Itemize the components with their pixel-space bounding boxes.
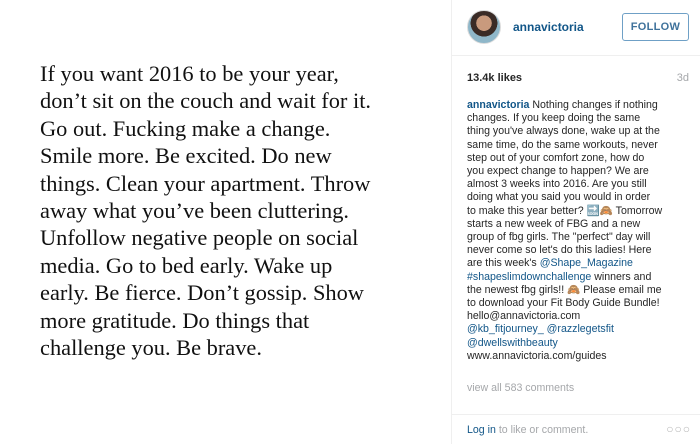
quote-line: Unfollow negative people on social	[40, 225, 359, 251]
quote-line: If you want 2016 to be your year,	[40, 61, 339, 86]
caption-line: group of fbg girls. The "perfect" day will	[467, 231, 651, 244]
mention-link-razzlegetsfit[interactable]: @razzlegetsfit	[546, 323, 614, 336]
mention-link-shape-magazine[interactable]: @Shape_Magazine	[539, 257, 633, 270]
quote-line: early. Be fierce. Don’t gossip. Show	[40, 280, 364, 306]
quote-line: challenge you. Be brave.	[40, 335, 262, 361]
caption-line: to download your Fit Body Guide Bundle!	[467, 297, 660, 310]
quote-text	[40, 60, 445, 361]
more-options-icon[interactable]: ○○○	[666, 422, 691, 436]
likes-count[interactable]: 13.4k likes	[467, 72, 523, 84]
caption-line	[467, 271, 695, 284]
caption-username-link[interactable]: annavictoria	[467, 99, 530, 111]
post-header	[452, 0, 700, 56]
caption-line	[467, 337, 695, 350]
mention-link-kb-fitjourney[interactable]: @kb_fitjourney_	[467, 323, 544, 336]
caption-email: hello@annavictoria.com	[467, 310, 581, 323]
caption-line: almost 3 weeks into 2016. Are you still	[467, 178, 647, 191]
quote-line: more gratitude. Do things that	[40, 307, 310, 333]
mention-link-dwellswithbeauty[interactable]: @dwellswithbeauty	[467, 336, 558, 349]
hashtag-link[interactable]: #shapeslimdownchallenge	[467, 270, 592, 283]
post-age[interactable]: 3d	[676, 72, 689, 84]
caption-line: you expect change to happen? We are	[467, 165, 649, 178]
quote-line: Go out. Fucking make a change.	[40, 115, 331, 141]
caption-line: never come so let's do this ladies! Here	[467, 244, 652, 257]
caption-line: thing you've always done, wake up at the	[467, 125, 660, 138]
caption-text: are this week's	[467, 257, 540, 270]
quote-line: media. Go to bed early. Wake up	[40, 252, 333, 278]
caption-url: www.annavictoria.com/guides	[467, 349, 607, 362]
post-sidebar	[451, 0, 700, 444]
quote-line: Smile more. Be excited. Do new	[40, 143, 332, 169]
quote-line: things. Clean your apartment. Throw	[40, 170, 371, 196]
caption-line: doing what you said you would in order	[467, 191, 651, 204]
caption-line: starts a new week of FBG and a new	[467, 217, 641, 230]
follow-button[interactable]: FOLLOW	[622, 13, 689, 41]
login-prompt-text: to like or comment.	[495, 424, 589, 436]
caption-line	[467, 257, 695, 270]
caption-line: the newest fbg girls!! 🙈 Please email me	[467, 283, 662, 296]
caption-text: winners and	[591, 270, 652, 283]
caption-text: Nothing changes if nothing	[529, 99, 658, 111]
quote-line: away what you’ve been cluttering.	[40, 198, 349, 224]
caption-line: to make this year better? 🔜🙈 Tomorrow	[467, 204, 663, 217]
caption-line: same time, do the same workouts, never	[467, 138, 658, 151]
login-link[interactable]: Log in	[467, 424, 496, 436]
login-prompt	[467, 424, 588, 436]
post-stats	[467, 72, 689, 88]
caption	[467, 99, 695, 363]
caption-line: changes. If you keep doing the same	[467, 112, 641, 125]
post-footer	[452, 414, 700, 444]
username-link[interactable]: annavictoria	[513, 20, 584, 34]
caption-line: step out of your comfort zone, how do	[467, 151, 645, 164]
caption-line	[467, 323, 695, 336]
caption-line	[467, 99, 695, 112]
avatar[interactable]	[467, 10, 501, 44]
quote-line: don’t sit on the couch and wait for it.	[40, 88, 372, 114]
view-all-comments-link[interactable]: view all 583 comments	[467, 382, 575, 394]
